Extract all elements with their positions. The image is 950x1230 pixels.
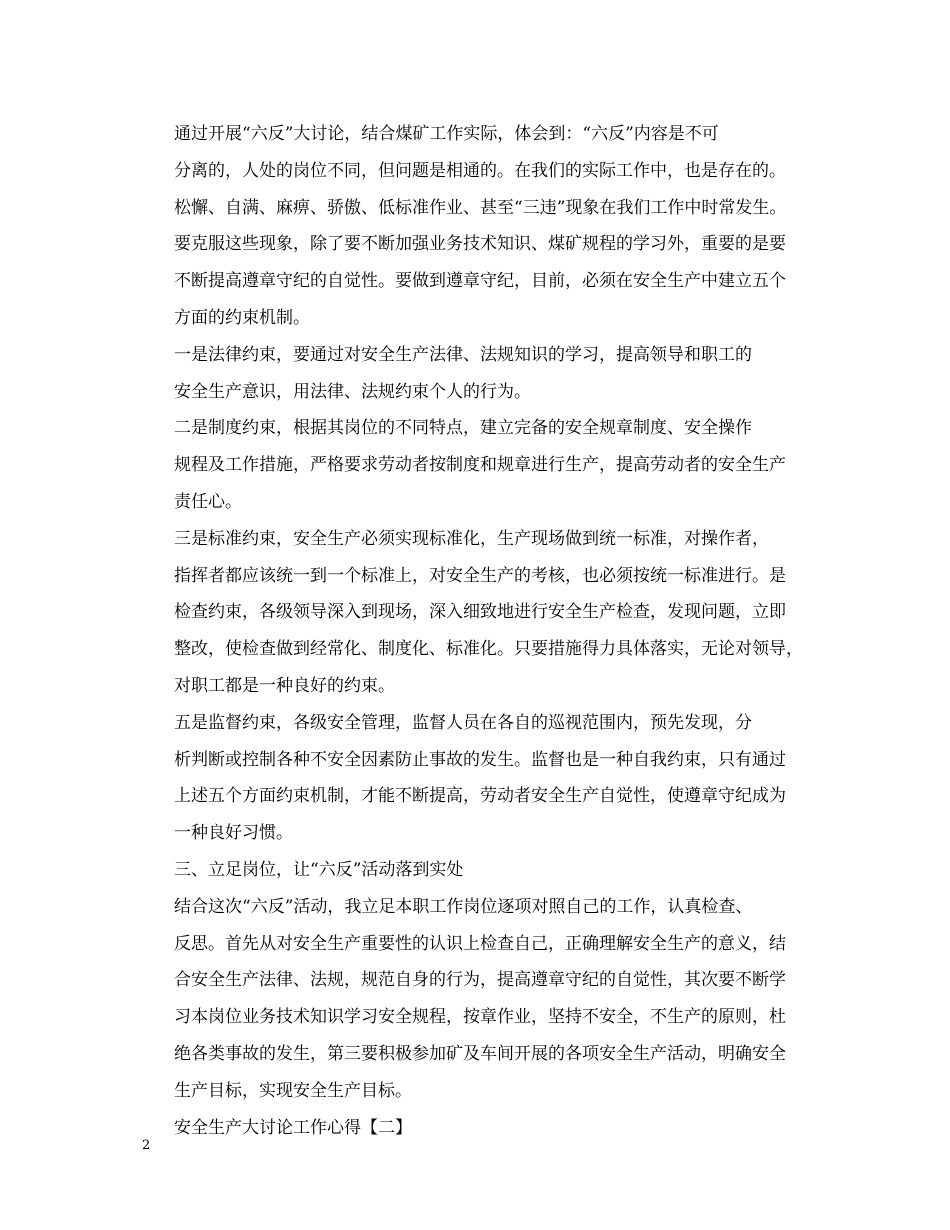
text-line: 三是标准约束，安全生产必须实现标准化，生产现场做到统一标准，对操作者，: [174, 528, 769, 549]
text-line: 习本岗位业务技术知识学习安全规程，按章作业，坚持不安全，不生产的原则，杜: [174, 1007, 786, 1028]
text-line: 要克服这些现象，除了要不断加强业务技术知识、煤矿规程的学习外，重要的是要: [174, 234, 786, 255]
text-line: 五是监督约束，各级安全管理，监督人员在各自的巡视范围内，预先发现，分: [174, 712, 752, 733]
paragraph-5: [140, 705, 812, 852]
text-line: 整改，使检查做到经常化、制度化、标准化。只要措施得力具体落实，无论对领导，: [174, 639, 803, 660]
text-line: 反思。首先从对安全生产重要性的认识上检查自己，正确理解安全生产的意义，结: [174, 933, 786, 954]
document-body: [140, 116, 812, 1146]
paragraph-6: [140, 889, 812, 1110]
text-line: 二是制度约束，根据其岗位的不同特点，建立完备的安全规章制度、安全操作: [174, 418, 752, 439]
text-line: 方面的约束机制。: [174, 307, 310, 328]
text-line: 指挥者都应该统一到一个标准上，对安全生产的考核，也必须按统一标准进行。是: [174, 565, 786, 586]
text-line: 检查约束，各级领导深入到现场，深入细致地进行安全生产检查，发现问题，立即: [174, 602, 786, 623]
text-line: 合安全生产法律、法规，规范自身的行为，提高遵章守纪的自觉性，其次要不断学: [174, 970, 786, 991]
paragraph-3: [140, 410, 812, 520]
text-line: 三、立足岗位，让“六反”活动落到实处: [174, 859, 464, 880]
text-line: 结合这次“六反”活动，我立足本职工作岗位逐项对照自己的工作，认真检查、: [174, 896, 753, 917]
text-line: 一是法律约束，要通过对安全生产法律、法规知识的学习，提高领导和职工的: [174, 344, 752, 365]
text-line: 对职工都是一种良好的约束。: [174, 675, 395, 696]
text-line: 生产目标，实现安全生产目标。: [174, 1080, 412, 1101]
text-line: 安全生产意识，用法律、法规约束个人的行为。: [174, 381, 531, 402]
text-line: 规程及工作措施，严格要求劳动者按制度和规章进行生产，提高劳动者的安全生产: [174, 455, 786, 476]
text-line: 析判断或控制各种不安全因素防止事故的发生。监督也是一种自我约束，只有通过: [174, 749, 786, 770]
section-heading: [140, 852, 812, 889]
text-line: 分离的，人处的岗位不同，但问题是相通的。在我们的实际工作中，也是存在的。: [174, 160, 786, 181]
page-number: 2: [142, 1138, 151, 1153]
text-line: 绝各类事故的发生，第三要积极参加矿及车间开展的各项安全生产活动，明确安全: [174, 1043, 786, 1064]
text-line: 安全生产大讨论工作心得【二】: [174, 1117, 412, 1138]
text-line: 一种良好习惯。: [174, 823, 293, 844]
text-line: 松懈、自满、麻痹、骄傲、低标准作业、甚至“三违”现象在我们工作中时常发生。: [174, 197, 787, 218]
text-line: 通过开展“六反”大讨论，结合煤矿工作实际，体会到：“六反”内容是不可: [174, 124, 719, 144]
text-line: 责任心。: [174, 491, 242, 512]
text-line: 上述五个方面约束机制，才能不断提高，劳动者安全生产自觉性，使遵章守纪成为: [174, 786, 786, 807]
paragraph-4: [140, 521, 812, 705]
text-line: 不断提高遵章守纪的自觉性。要做到遵章守纪，目前，必须在安全生产中建立五个: [174, 271, 786, 292]
next-article-title: [140, 1110, 812, 1147]
paragraph-1: [140, 116, 812, 337]
paragraph-2: [140, 337, 812, 411]
